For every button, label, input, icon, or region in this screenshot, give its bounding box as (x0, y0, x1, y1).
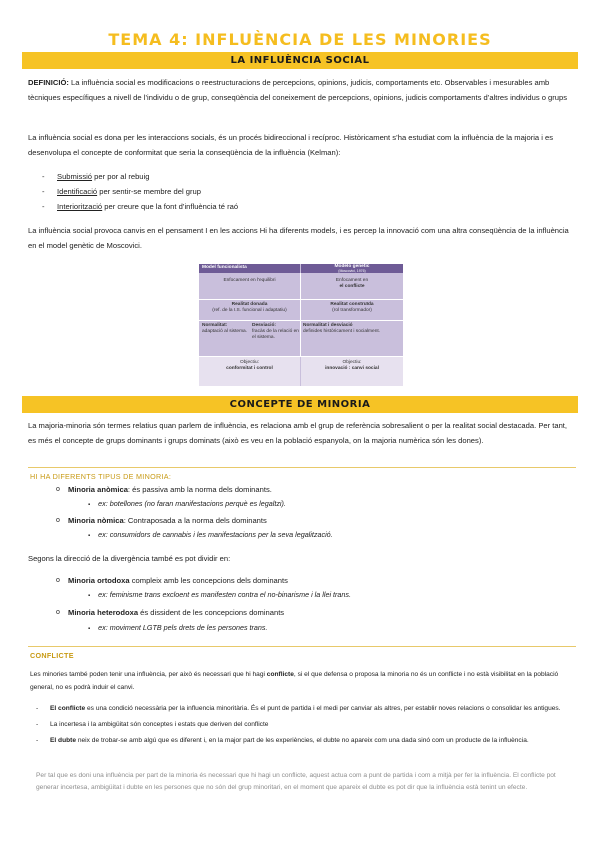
example-anomica: ▪ ex: botellones (no faran manifestacions perquè es legaltzi). (88, 499, 286, 510)
table-cell-text: conformitat i control (226, 365, 273, 371)
table-cell-text: definides històricament i socialment. (303, 328, 381, 334)
conflict-summary: Per tal que es doni una influència per part de la minoria és necessari que hi hagi un conflicte, aquest actua com a punt de partida i com a mitjà per fer la influència. El conflicte pot generar incertesa, ambigüitat i dubte en les persones que no són del grup minoritari, en el moment que apareix el dubte es pot dir que la influència està tenint un efecte. (36, 772, 556, 792)
table-cell-normalitat (202, 323, 249, 335)
example-ortodoxa: ▪ ex: feminisme trans excloent es manifesten contra el no-binarisme i la llei trans. (88, 590, 351, 601)
table-divider (199, 299, 403, 300)
list-item (56, 514, 556, 528)
table-cell-text: Desviació: (252, 323, 276, 328)
list-item (36, 719, 576, 731)
list-item-text: La incertesa i la ambigüitat són conceptes i estats que deriven del conflicte (50, 721, 269, 729)
list-item (36, 735, 576, 747)
section-rule (28, 467, 576, 468)
list-item-text: per sentir-se membre del grup (97, 186, 201, 196)
example-heterodoxa: ▪ ex: moviment LGTB pels drets de les persones trans. (88, 623, 268, 634)
minority-types-list-a (56, 483, 556, 497)
minority-paragraph: La majoria-minoria són termes relatius quan parlem de influència, es relaciona amb el grup de referència sobresalient o per la realitat social destacada. Per tant, es més el concepte de grups dominants i grups dominats (això es veu en la població espanyola, on la majoria numèrica són les dones). (28, 421, 568, 445)
list-item-term: Minoria heterodoxa (68, 608, 139, 617)
list-item (56, 574, 556, 588)
influence-paragraph: La influència social es dona per les interaccions socials, és un procés bidireccional i recíproc. Històricament s’ha estudiat com la influència de la majoria i es desenvolupa el concepte de conformitat que seria la conseqüència de la influència (Kelman): (28, 133, 554, 157)
list-item-text: : és passiva amb la norma dels dominants. (127, 485, 272, 494)
table-cell-text: Normalitat: (202, 323, 228, 328)
list-item (42, 170, 562, 185)
list-item-term: El conflicte (50, 705, 86, 712)
list-item-term: Minoria anòmica (68, 485, 128, 494)
table-cell-desviacio (252, 323, 299, 341)
table-header-genetic (301, 264, 403, 273)
table-cell-text: Objectiu: (240, 360, 259, 365)
table-cell-equilibri: Enfocament en l'equilibri (223, 278, 276, 283)
conflict-heading: CONFLICTE (30, 651, 74, 660)
definition-text: La influència social es modificacions o reestructuracions de percepcions, opinions, judicis, comportaments etc. Observables i mesurables amb tècniques específiques a nivell de l’individu o de grup, conseqüència del coneixement de percepcions, opinions, judicis comportaments d’altres individus o grups (28, 78, 568, 102)
table-cell-text: (rol transformador) (332, 307, 372, 313)
list-item (42, 200, 562, 215)
table-cell-text: Enfocament en (335, 278, 369, 283)
list-item-term: Interiorització (57, 201, 103, 211)
list-item-text: : Contraposada a la norma dels dominants (123, 516, 267, 525)
table-cell-text: el conflicte (339, 283, 365, 289)
minority-types-list-b (56, 514, 556, 528)
table-cell-text: (ref. de la I.S. funcional i adaptatiu) (212, 307, 287, 313)
list-item-text: per por al rebuig (92, 172, 150, 181)
minority-types-heading: HI HA DIFERENTS TIPUS DE MINORIA: (30, 472, 172, 481)
table-header-genetic-title: Modelo genetic (334, 264, 370, 269)
conflict-paragraph (30, 669, 576, 695)
table-cell-objectiu-left (199, 360, 300, 372)
list-item-term: Identificació (57, 186, 98, 196)
table-cell-objectiu-right (301, 360, 403, 372)
table-cell-text: Realitat construïda (330, 302, 374, 307)
models-paragraph: La influència social provoca canvis en el pensament I en les accions Hi ha diferents models, i es percep la innovació com una altra conseqüència de la influència en el model genètic de Moscovici. (28, 226, 569, 250)
table-header-genetic-sub: (Moscovici, 1976) (338, 268, 366, 273)
table-cell-normalitat-desviacio (303, 323, 401, 335)
list-item-term: Minoria ortodoxa (68, 576, 130, 585)
kelman-list (42, 170, 562, 214)
list-item-text: és dissident de les concepcions dominants (138, 608, 285, 617)
table-cell-text: innovació : canvi social (325, 365, 379, 371)
table-cell-text: Objectiu: (342, 360, 362, 365)
list-item (56, 483, 556, 497)
section-rule (28, 646, 576, 647)
models-comparison-table (199, 264, 403, 386)
list-item (36, 703, 576, 715)
definition-label: DEFINICIÓ: (28, 78, 69, 87)
definition-paragraph (28, 76, 576, 106)
divergence-paragraph: Segons la direcció de la divergència també es pot dividir en: (28, 554, 231, 563)
list-item-text: compleix amb les concepcions dels dominants (129, 576, 288, 585)
table-cell-text: Normalitat i desviació (303, 323, 353, 328)
table-header-functionalist: Model funcionalista (199, 264, 300, 273)
list-item-term: Minoria nòmica (68, 516, 124, 525)
list-item-text: per creure que la font d’influència té raó (102, 201, 239, 211)
section-heading-influencia-social: LA INFLUÈNCIA SOCIAL (22, 52, 578, 69)
list-item-text: es una condició necessària per la influencia minoritària. És el punt de partida i el medi per canviar als altres, per establir noves relacions o consolidar les antigues. (85, 705, 561, 712)
table-cell-text: fracàs de la relació en el sistema. (252, 328, 299, 340)
minority-types-list-d (56, 606, 556, 620)
document-title: TEMA 4: INFLUÈNCIA DE LES MINORIES (108, 30, 492, 49)
conflict-term: conflicte (266, 671, 294, 678)
table-cell-text: Realitat donada (231, 302, 268, 307)
example-nomica: ▪ ex: consumidors de cannabis i les manifestacions per la seva legalització. (88, 530, 333, 541)
section-heading-concepte-minoria: CONCEPTE DE MINORIA (22, 396, 578, 413)
table-cell-realitat-donada (199, 302, 300, 314)
list-item (42, 185, 562, 200)
conflict-list (36, 703, 576, 752)
minority-types-list-c (56, 574, 556, 588)
table-cell-realitat-construida (301, 302, 403, 314)
list-item-text: neix de trobar-se amb algú que es diferent i, en la major part de les experiències, el dubte no apareix com una dada sinó com un producte de la influència. (76, 737, 529, 745)
conflict-text: Les minories també poden tenir una influència, per això és necessari que hi hagi (30, 671, 267, 678)
list-item-term: El dubte (50, 737, 77, 745)
list-item (56, 606, 556, 620)
table-cell-text: adaptació al sistema. (202, 328, 248, 334)
conflict-text: , si el que defensa o proposa la minoria no és un conflicte i no està visibilitat en la població general, no es podrà induir el canvi. (30, 671, 559, 691)
list-item-term: Submissió (57, 172, 93, 181)
table-cell-conflicte (301, 278, 403, 290)
table-divider (199, 320, 403, 321)
